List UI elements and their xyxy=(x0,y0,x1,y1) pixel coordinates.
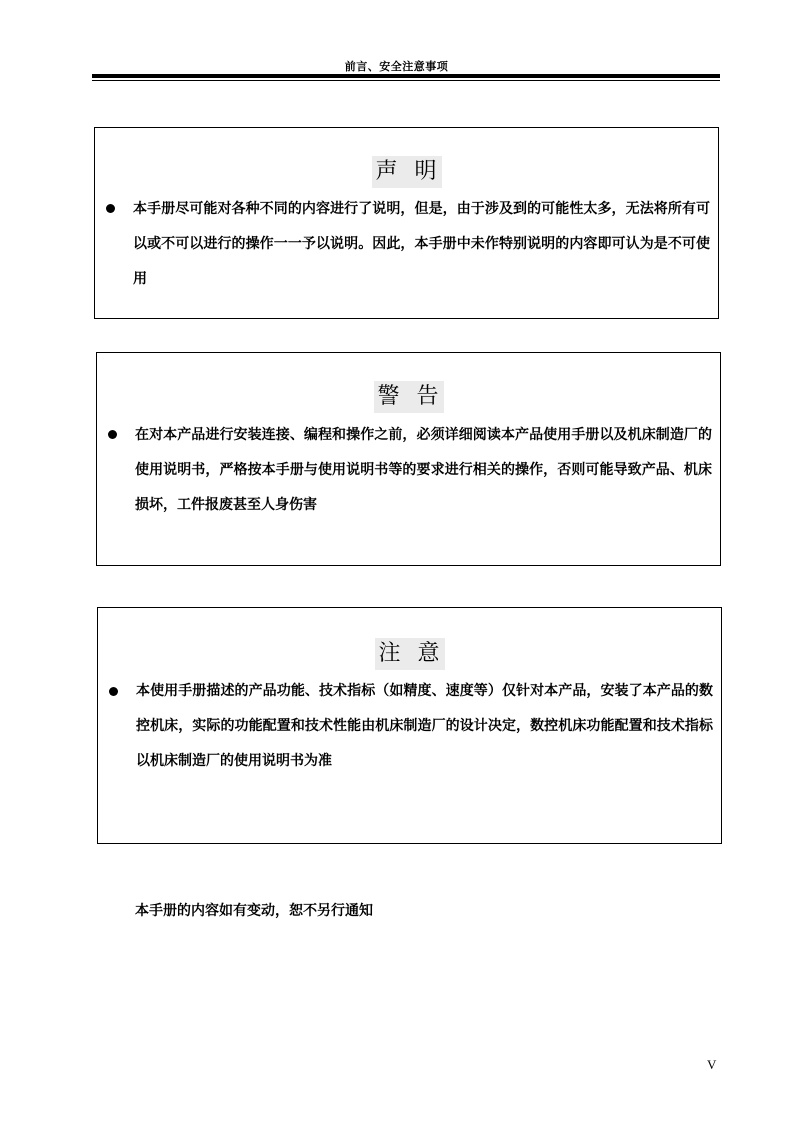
statement-box xyxy=(94,127,719,319)
caution-title xyxy=(98,638,721,670)
warning-title-text: 警 告 xyxy=(374,381,444,413)
caution-text: 本使用手册描述的产品功能、技术指标（如精度、速度等）仅针对本产品，安装了本产品的数控机床，实际的功能配置和技术性能由机床制造厂的设计决定，数控机床功能配置和技术指标以机床制造厂的使用说明书为准 xyxy=(136,683,713,769)
header-rule-thin xyxy=(92,80,720,81)
header-rule-thick xyxy=(92,74,720,78)
running-header-title: 前言、安全注意事项 xyxy=(344,60,449,73)
warning-text: 在对本产品进行安装连接、编程和操作之前，必须详细阅读本产品使用手册以及机床制造厂的使用说明书，严格按本手册与使用说明书等的要求进行相关的操作，否则可能导致产品、机床损坏，工件报废甚至人身伤害 xyxy=(135,427,712,513)
bullet-icon xyxy=(109,687,118,696)
warning-box xyxy=(96,352,721,566)
caution-box xyxy=(97,607,722,844)
bullet-icon xyxy=(108,430,117,439)
caution-title-text: 注 意 xyxy=(375,638,445,670)
page-number: V xyxy=(707,1057,717,1072)
statement-text: 本手册尽可能对各种不同的内容进行了说明，但是，由于涉及到的可能性太多，无法将所有可以或不可以进行的操作一一予以说明。因此，本手册中未作特别说明的内容即可认为是不可使用 xyxy=(133,201,710,287)
statement-title-text: 声 明 xyxy=(372,156,442,188)
change-notice: 本手册的内容如有变动，恕不另行通知 xyxy=(135,903,373,919)
statement-title xyxy=(95,156,718,188)
bullet-icon xyxy=(106,204,115,213)
warning-title xyxy=(97,381,720,413)
